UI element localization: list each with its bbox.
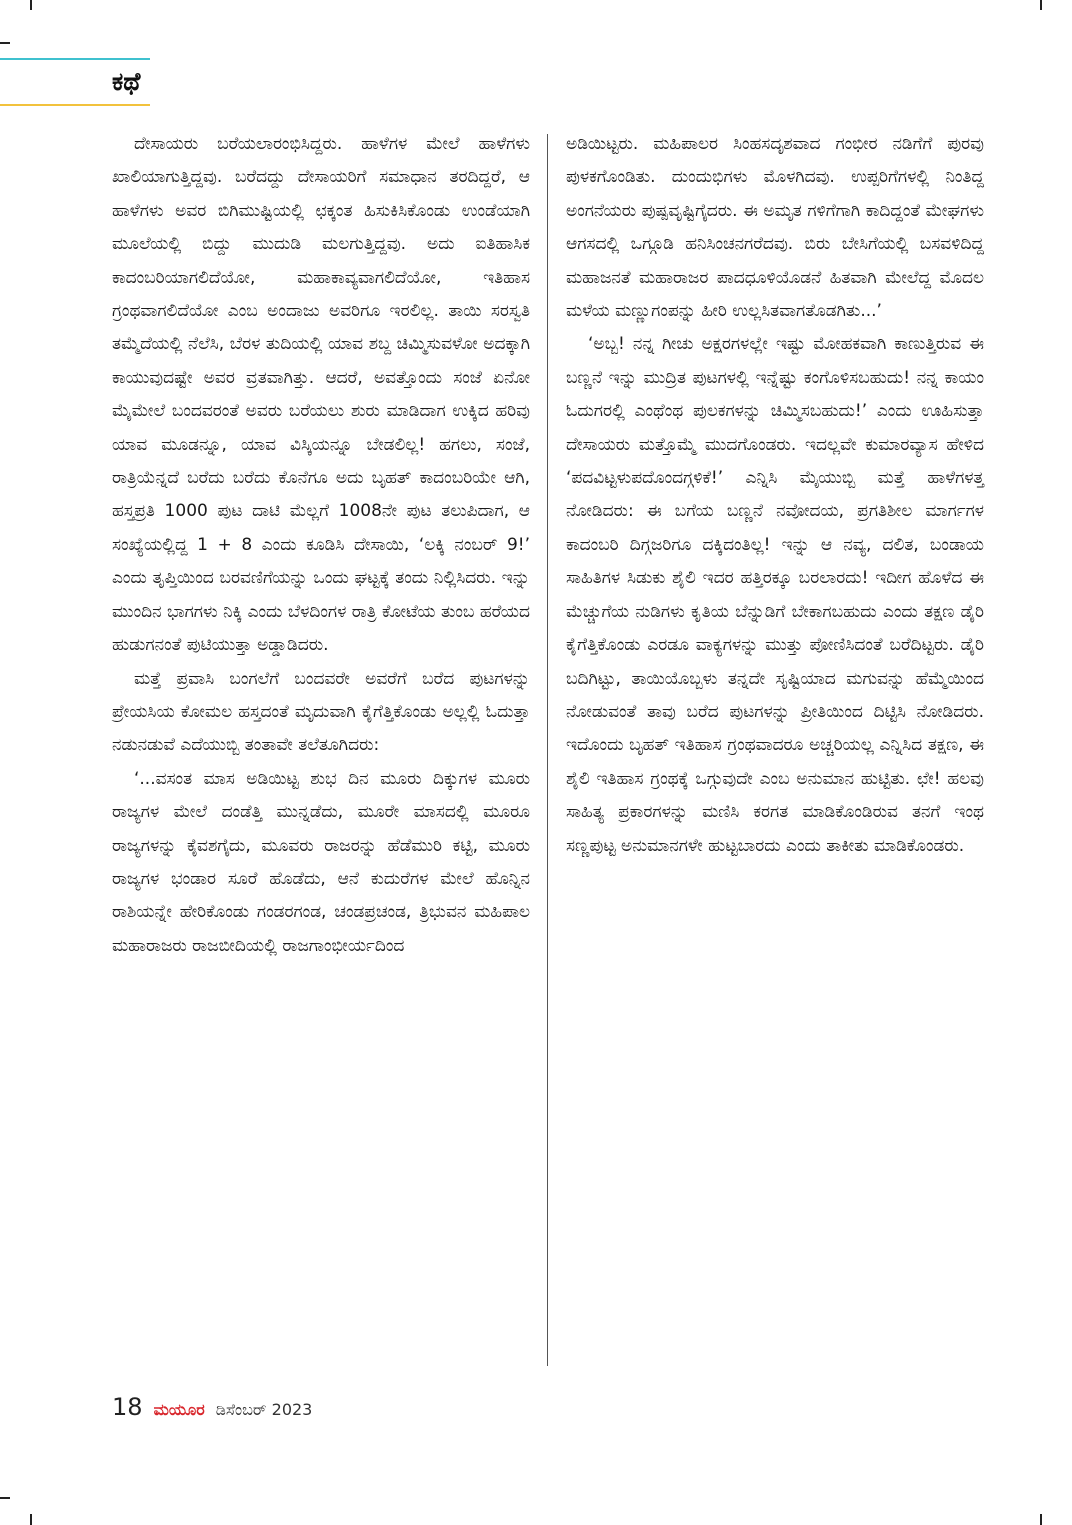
section-rule-bottom [0,104,150,106]
crop-mark-top-right [1040,0,1042,10]
section-rule-top [0,58,150,60]
article-paragraph: ದೇಸಾಯರು ಬರೆಯಲಾರಂಭಿಸಿದ್ದರು. ಹಾಳೆಗಳ ಮೇಲೆ ಹಾಳೆಗಳು ಖಾಲಿಯಾಗುತ್ತಿದ್ದವು. ಬರೆದದ್ದು ದೇಸಾಯರಿಗೆ ಸಮಾಧಾನ ತರದಿದ್ದರೆ, ಆ ಹಾಳೆಗಳು ಅವರ ಬಿಗಿಮುಷ್ಟಿಯಲ್ಲಿ ಛಕ್ಕಂತ ಹಿಸುಕಿಸಿಕೊಂಡು ಉಂಡೆಯಾಗಿ ಮೂಲೆಯಲ್ಲಿ ಬಿದ್ದು ಮುದುಡಿ ಮಲಗುತ್ತಿದ್ದವು. ಅದು ಐತಿಹಾಸಿಕ ಕಾದಂಬರಿಯಾಗಲಿದೆಯೋ, ಮಹಾಕಾವ್ಯವಾಗಲಿದೆಯೋ, ಇತಿಹಾಸ ಗ್ರಂಥವಾಗಲಿದೆಯೋ ಎಂಬ ಅಂದಾಜು ಅವರಿಗೂ ಇರಲಿಲ್ಲ. ತಾಯಿ ಸರಸ್ವತಿ ತಮ್ಮೆದೆಯಲ್ಲಿ ನೆಲೆಸಿ, ಬೆರಳ ತುದಿಯಲ್ಲಿ ಯಾವ ಶಬ್ದ ಚಿಮ್ಮಿಸುವಳೋ ಅದಕ್ಕಾಗಿ ಕಾಯುವುದಷ್ಟೇ ಅವರ ವ್ರತವಾಗಿತ್ತು. ಆದರೆ, ಅವತ್ತೊಂದು ಸಂಜೆ ಏನೋ ಮೈಮೇಲೆ ಬಂದವರಂತೆ ಅವರು ಬರೆಯಲು ಶುರು ಮಾಡಿದಾಗ ಉಕ್ಕಿದ ಹರಿವು ಯಾವ ಮೂಡನ್ನೂ, ಯಾವ ವಿಸ್ಕಿಯನ್ನೂ ಬೇಡಲಿಲ್ಲ! ಹಗಲು, ಸಂಜೆ, ರಾತ್ರಿಯೆನ್ನದೆ ಬರೆದು ಬರೆದು ಕೊನೆಗೂ ಅದು ಬೃಹತ್ ಕಾದಂಬರಿಯೇ ಆಗಿ, ಹಸ್ತಪ್ರತಿ 1000 ಪುಟ ದಾಟಿ ಮೆಲ್ಲಗೆ 1008ನೇ ಪುಟ ತಲುಪಿದಾಗ, ಆ ಸಂಖ್ಯೆಯಲ್ಲಿದ್ದ 1 + 8 ಎಂದು ಕೂಡಿಸಿ ದೇಸಾಯಿ, ‘ಲಕ್ಕಿ ನಂಬರ್ 9!’ ಎಂದು ತೃಪ್ತಿಯಿಂದ ಬರವಣಿಗೆಯನ್ನು ಒಂದು ಘಟ್ಟಕ್ಕೆ ತಂದು ನಿಲ್ಲಿಸಿದರು. ಇನ್ನು ಮುಂದಿನ ಭಾಗಗಳು ನಿಕ್ಕಿ ಎಂದು ಬೆಳದಿಂಗಳ ರಾತ್ರಿ ಕೋಟೆಯ ತುಂಬ ಹರೆಯದ ಹುಡುಗನಂತೆ ಪುಟಿಯುತ್ತಾ ಅಡ್ಡಾಡಿದರು. [112,134,530,656]
article-paragraph: ಮತ್ತೆ ಪ್ರವಾಸಿ ಬಂಗಲೆಗೆ ಬಂದವರೇ ಅವರೆಗೆ ಬರೆದ ಪುಟಗಳನ್ನು ಪ್ರೇಯಸಿಯ ಕೋಮಲ ಹಸ್ತದಂತೆ ಮೃದುವಾಗಿ ಕೈಗೆತ್ತಿಕೊಂಡು ಅಲ್ಲಲ್ಲಿ ಓದುತ್ತಾ ನಡುನಡುವೆ ಎದೆಯುಬ್ಬಿ ತಂತಾವೇ ತಲೆತೂಗಿದರು: [112,668,530,756]
page-number: 18 [112,1393,143,1421]
article-column-right [566,128,984,863]
magazine-logo: ಮಯೂರ [153,1400,205,1419]
section-title: ಕಥೆ [112,67,141,96]
crop-mark-top-left [30,0,32,10]
crop-mark-bottom-left [30,1514,32,1525]
crop-mark-left-lower [0,1497,10,1499]
column-divider [547,134,548,1366]
crop-mark-bottom-right [1040,1514,1042,1525]
article-paragraph: ‘ಅಬ್ಬ! ನನ್ನ ಗೀಚು ಅಕ್ಷರಗಳಲ್ಲೇ ಇಷ್ಟು ಮೋಹಕವಾಗಿ ಕಾಣುತ್ತಿರುವ ಈ ಬಣ್ಣನೆ ಇನ್ನು ಮುದ್ರಿತ ಪುಟಗಳಲ್ಲಿ ಇನ್ನೆಷ್ಟು ಕಂಗೊಳಿಸಬಹುದು! ನನ್ನ ಕಾಯಂ ಓದುಗರಲ್ಲಿ ಎಂಥೆಂಥ ಪುಲಕಗಳನ್ನು ಚಿಮ್ಮಿಸಬಹುದು!’ ಎಂದು ಊಹಿಸುತ್ತಾ ದೇಸಾಯರು ಮತ್ತೊಮ್ಮೆ ಮುದಗೊಂಡರು. ಇದಲ್ಲವೇ ಕುಮಾರವ್ಯಾಸ ಹೇಳಿದ ‘ಪದವಿಟ್ಟಳುಪದೊಂದಗ್ಗಳಿಕೆ!’ ಎನ್ನಿಸಿ ಮೈಯುಬ್ಬಿ ಮತ್ತೆ ಹಾಳೆಗಳತ್ತ ನೋಡಿದರು: ಈ ಬಗೆಯ ಬಣ್ಣನೆ ನವೋದಯ, ಪ್ರಗತಿಶೀಲ ಮಾರ್ಗಗಳ ಕಾದಂಬರಿ ದಿಗ್ಗಜರಿಗೂ ದಕ್ಕಿದಂತಿಲ್ಲ! ಇನ್ನು ಆ ನವ್ಯ, ದಲಿತ, ಬಂಡಾಯ ಸಾಹಿತಿಗಳ ಸಿಡುಕು ಶೈಲಿ ಇದರ ಹತ್ತಿರಕ್ಕೂ ಬರಲಾರದು! ಇದೀಗ ಹೊಳೆದ ಈ ಮೆಚ್ಚುಗೆಯ ನುಡಿಗಳು ಕೃತಿಯ ಬೆನ್ನುಡಿಗೆ ಬೇಕಾಗಬಹುದು ಎಂದು ತಕ್ಷಣ ಡೈರಿ ಕೈಗೆತ್ತಿಕೊಂಡು ಎರಡೂ ವಾಕ್ಯಗಳನ್ನು ಮುತ್ತು ಪೋಣಿಸಿದಂತೆ ಬರೆದಿಟ್ಟರು. ಡೈರಿ ಬದಿಗಿಟ್ಟು, ತಾಯಿಯೊಬ್ಬಳು ತನ್ನದೇ ಸೃಷ್ಟಿಯಾದ ಮಗುವನ್ನು ಹೆಮ್ಮೆಯಿಂದ ನೋಡುವಂತೆ ತಾವು ಬರೆದ ಪುಟಗಳನ್ನು ಪ್ರೀತಿಯಿಂದ ದಿಟ್ಟಿಸಿ ನೋಡಿದರು. ಇದೊಂದು ಬೃಹತ್ ಇತಿಹಾಸ ಗ್ರಂಥವಾದರೂ ಅಚ್ಚರಿಯಲ್ಲ ಎನ್ನಿಸಿದ ತಕ್ಷಣ, ಈ ಶೈಲಿ ಇತಿಹಾಸ ಗ್ರಂಥಕ್ಕೆ ಒಗ್ಗುವುದೇ ಎಂಬ ಅನುಮಾನ ಹುಟ್ಟಿತು. ಛೇ! ಹಲವು ಸಾಹಿತ್ಯ ಪ್ರಕಾರಗಳನ್ನು ಮಣಿಸಿ ಕರಗತ ಮಾಡಿಕೊಂಡಿರುವ ತನಗೆ ಇಂಥ ಸಣ್ಣಪುಟ್ಟ ಅನುಮಾನಗಳೇ ಹುಟ್ಟಬಾರದು ಎಂದು ತಾಕೀತು ಮಾಡಿಕೊಂಡರು. [566,334,984,856]
crop-mark-left-upper [0,42,10,44]
article-paragraph: ಅಡಿಯಿಟ್ಟರು. ಮಹಿಪಾಲರ ಸಿಂಹಸದೃಶವಾದ ಗಂಭೀರ ನಡಿಗೆಗೆ ಪುರವು ಪುಳಕಗೊಂಡಿತು. ದುಂದುಭಿಗಳು ಮೊಳಗಿದವು. ಉಪ್ಪರಿಗೆಗಳಲ್ಲಿ ನಿಂತಿದ್ದ ಅಂಗನೆಯರು ಪುಷ್ಪವೃಷ್ಟಿಗೈದರು. ಈ ಅಮೃತ ಗಳಿಗೆಗಾಗಿ ಕಾದಿದ್ದಂತೆ ಮೇಘಗಳು ಆಗಸದಲ್ಲಿ ಒಗ್ಗೂಡಿ ಹನಿಸಿಂಚನಗರೆದವು. ಬಿರು ಬೇಸಿಗೆಯಲ್ಲಿ ಬಸವಳಿದಿದ್ದ ಮಹಾಜನತೆ ಮಹಾರಾಜರ ಪಾದಧೂಳಿಯೊಡನೆ ಹಿತವಾಗಿ ಮೇಲೆದ್ದ ಮೊದಲ ಮಳೆಯ ಮಣ್ಣುಗಂಪನ್ನು ಹೀರಿ ಉಲ್ಲಸಿತವಾಗತೊಡಗಿತು...’ [566,134,984,322]
page-footer [112,1393,312,1421]
issue-date: ಡಿಸೆಂಬರ್ 2023 [215,1400,313,1419]
article-paragraph: ‘...ವಸಂತ ಮಾಸ ಅಡಿಯಿಟ್ಟ ಶುಭ ದಿನ ಮೂರು ದಿಕ್ಕುಗಳ ಮೂರು ರಾಜ್ಯಗಳ ಮೇಲೆ ದಂಡೆತ್ತಿ ಮುನ್ನಡೆದು, ಮೂರೇ ಮಾಸದಲ್ಲಿ ಮೂರೂ ರಾಜ್ಯಗಳನ್ನು ಕೈವಶಗೈದು, ಮೂವರು ರಾಜರನ್ನು ಹೆಡೆಮುರಿ ಕಟ್ಟಿ, ಮೂರು ರಾಜ್ಯಗಳ ಭಂಡಾರ ಸೂರೆ ಹೊಡೆದು, ಆನೆ ಕುದುರೆಗಳ ಮೇಲೆ ಹೊನ್ನಿನ ರಾಶಿಯನ್ನೇ ಹೇರಿಕೊಂಡು ಗಂಡರಗಂಡ, ಚಂಡಪ್ರಚಂಡ, ತ್ರಿಭುವನ ಮಹಿಪಾಲ ಮಹಾರಾಜರು ರಾಜಬೀದಿಯಲ್ಲಿ ರಾಜಗಾಂಭೀರ್ಯದಿಂದ [112,768,530,956]
article-column-left [112,128,530,963]
